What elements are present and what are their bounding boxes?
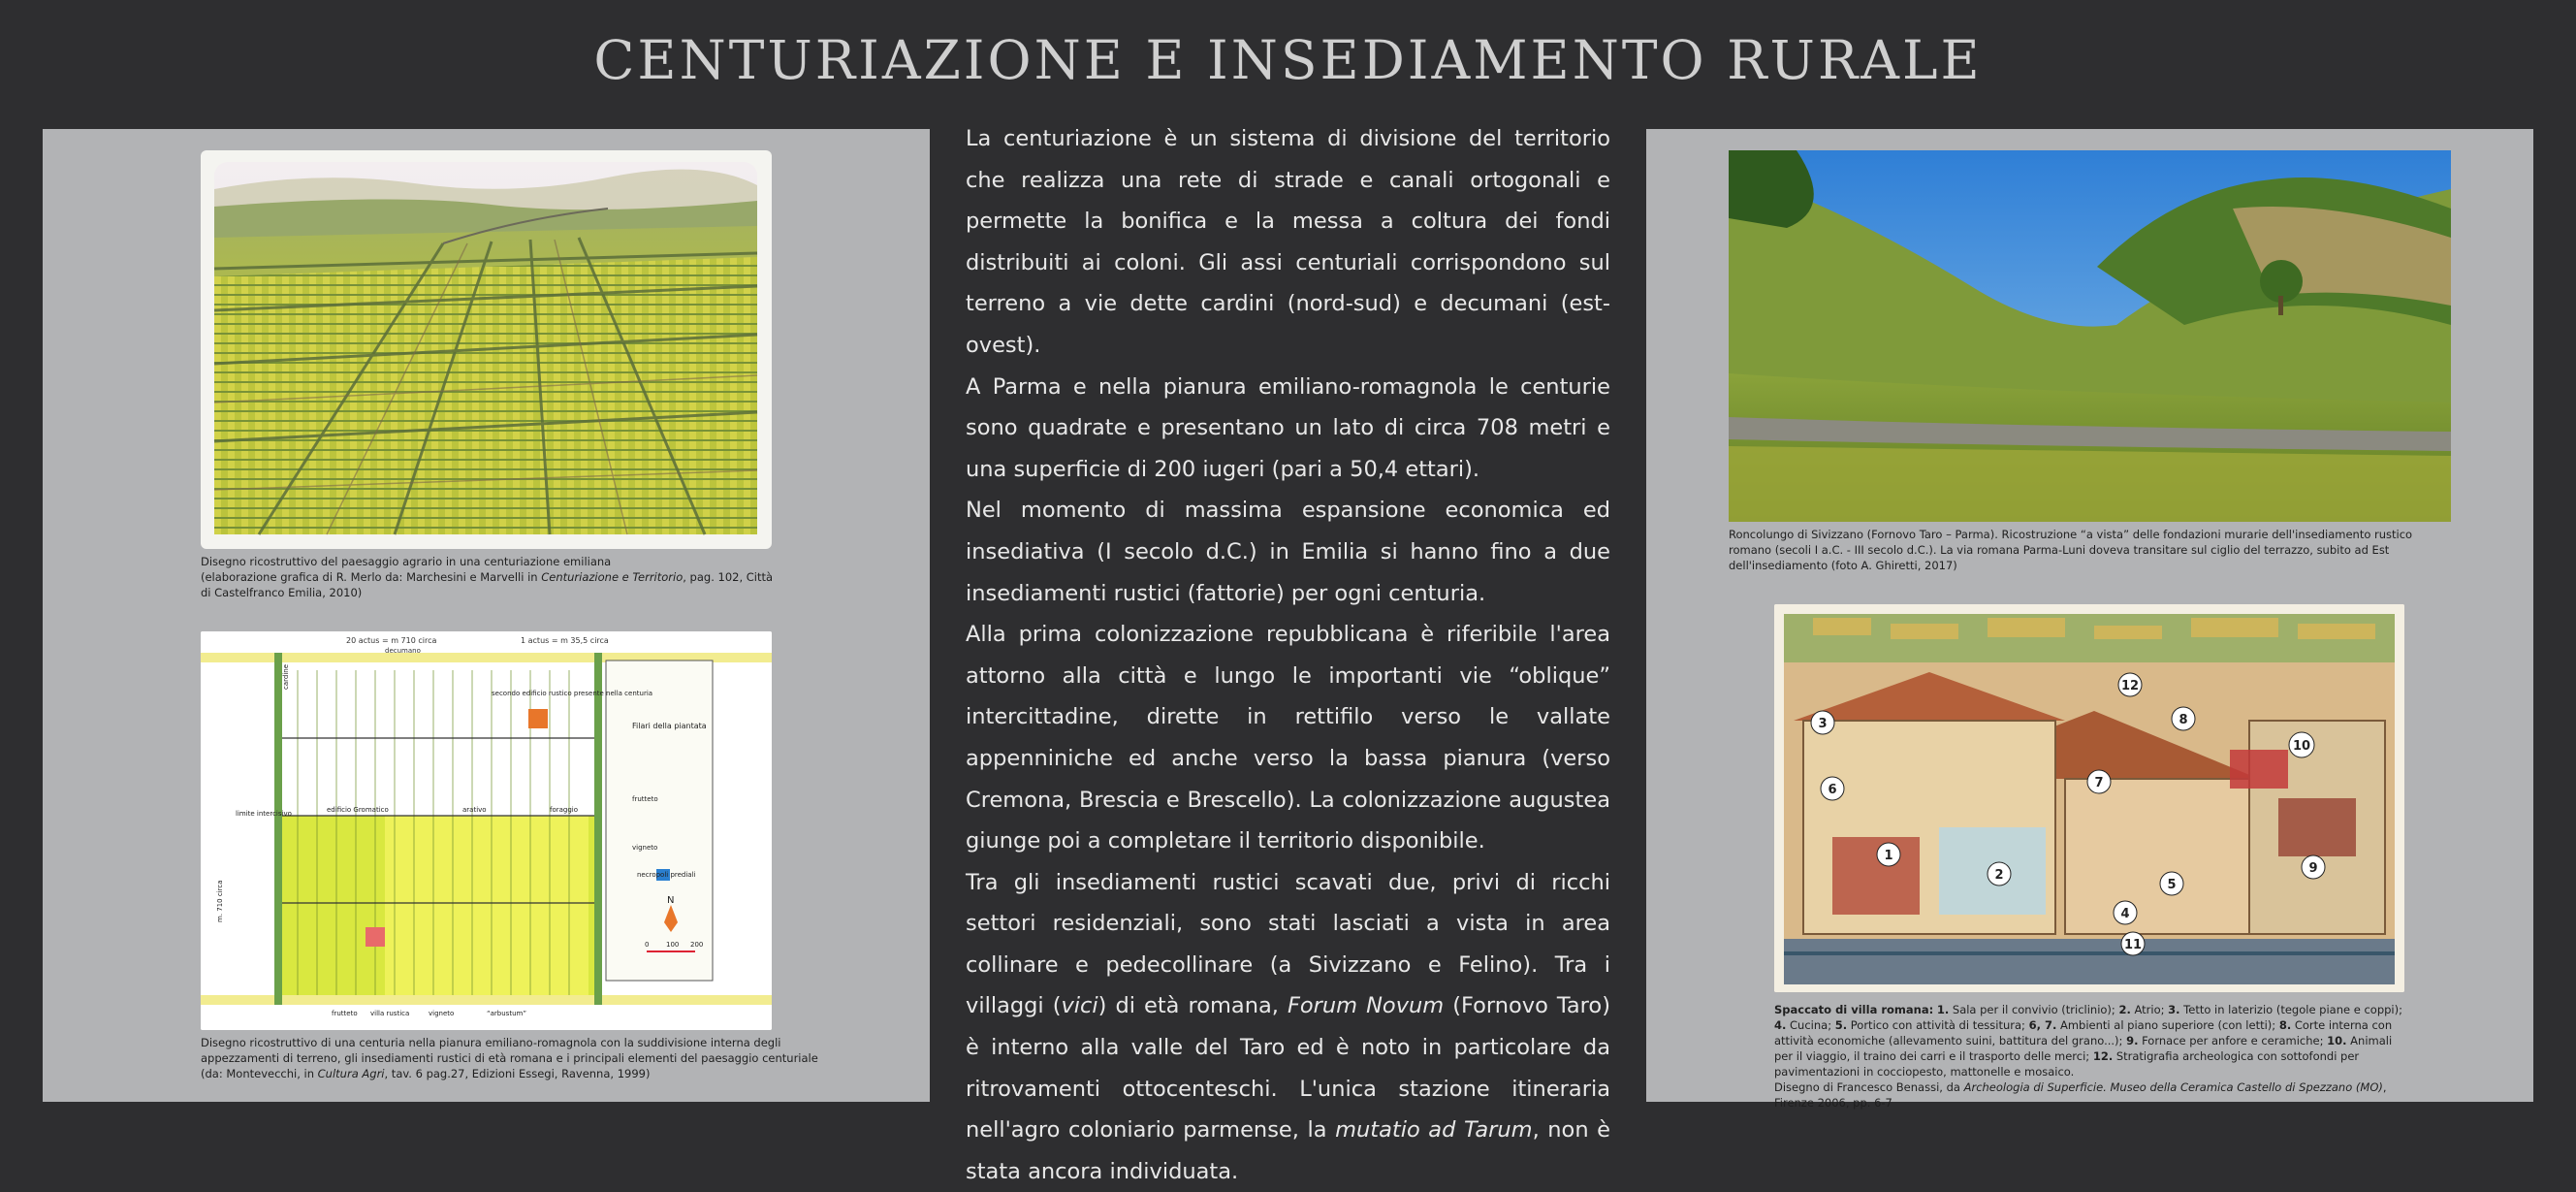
villa-number-label: 8 [2178,713,2188,727]
villa-number-label: 7 [2094,776,2104,790]
map-scale-mid: 100 [666,941,680,949]
map-scale-end: 200 [690,941,704,949]
right-panel [1646,129,2533,1110]
centuria-map-drawing [201,631,772,1030]
map-top-scale: 20 actus = m 710 circa [346,636,437,645]
legend-text: Fornace per anfore e ceramiche; [2138,1034,2328,1047]
figure1-caption-source: , pag. 102, Città di Castelfranco Emilia, 2010) [201,570,774,599]
legend-entry [2126,1034,2327,1047]
figure2-caption-text: (da: Montevecchi, in [201,1067,318,1080]
map-farm-note: secondo edificio rustico presente nella centuria [492,690,653,697]
credit-title: Archeologia di Superficie. Museo della Ceramica Castello di Spezzano (MO) [1963,1080,2383,1094]
villa-number-label: 1 [1884,849,1893,863]
villa-number-label: 9 [2308,861,2318,876]
map-mid-label: foraggio [550,806,579,814]
left-panel [43,129,930,1102]
legend-entry [2029,1018,2279,1032]
legend-entry [1937,1003,2119,1016]
map-top-scale-2: 1 actus = m 35,5 circa [521,636,609,645]
legend-number: 3. [2168,1003,2180,1016]
sivizzano-photo [1729,150,2451,522]
paragraph: Alla prima colonizzazione repubblicana è riferibile l'area attorno alla città e lungo le importanti vie “oblique” intercittadine, dirette in rettifilo verso le vallate appenniniche ed anche verso la bassa pianura (verso Cremona, Brescia e Brescello). La colonizzazione augustea giunge poi a completare il territorio disponibile. [966,622,1610,854]
centuria-map [201,631,772,1030]
legend-number: 10. [2327,1034,2347,1047]
credit-source: , Firenze 2006, pp. 6-7 [1774,1080,2387,1110]
figure2-caption-source: , tav. 6 pag.27, Edizioni Essegi, Ravenna, 1999) [384,1067,651,1080]
paragraph: Nel momento di massima espansione economica ed insediativa (I secolo d.C.) in Emilia si hanno fino a due insediamenti rustici (fattorie) per ogni centuria. [966,498,1610,606]
photo-caption: Roncolungo di Sivizzano (Fornovo Taro – Parma). Ricostruzione “a vista” delle fondazioni murarie dell'insediamento rustico romano (secoli I a.C. - III secolo d.C.). La via romana Parma-Luni doveva transitare sul ciglio del terrazzo, subito ad Est dell'insediamento (foto A. Ghiretti, 2017) [1729,528,2413,572]
page-title: CENTURIAZIONE E INSEDIAMENTO RURALE [593,29,1983,91]
paragraph: La centuriazione è un sistema di divisione del territorio che realizza una rete di strade e canali ortogonali e permette la bonifica e la messa a coltura dei fondi distribuiti ai coloni. Gli assi centuriali corrispondono sul terreno a vie dette cardini (nord-sud) e decumani (est-ovest). [966,126,1610,358]
paragraph [966,862,1610,1192]
villa-number-label: 11 [2123,938,2143,952]
figure1-caption-text: (elaborazione grafica di R. Merlo da: Marchesini e Marvelli in [201,570,542,584]
paragraph-text: (Fornovo Taro) è interno alla valle del Taro ed è noto in particolare da ritrovamenti ottocenteschi. L'unica stazione itineraria nell'agro coloniario parmense, la [966,993,1610,1144]
map-limite-label: limite intercisivo [236,810,292,818]
legend-entry [1835,1018,2029,1032]
map-scale-start: 0 [645,941,650,949]
legend-number: 5. [1834,1018,1848,1032]
main-text [966,118,1610,1192]
legend-entry [2118,1003,2168,1016]
figure2-caption-line2 [201,1066,821,1081]
paragraph-text: Tra gli insediamenti rustici scavati due, privi di ricchi settori residenziali, sono stati lasciati a vista in area collinare e pedecollinare (a Sivizzano e Felino). Tra i villaggi ( [966,869,1610,1019]
map-side-label: m. 710 circa [216,880,224,922]
credit-text: Disegno di Francesco Benassi, da [1774,1080,1964,1094]
figure2-caption-line1: Disegno ricostruttivo di una centuria nella pianura emiliano-romagnola con la suddivisione interna degli appezzamenti di terreno, gli insediamenti rustici di età romana e i principali elementi del paesaggio centuriale [201,1036,818,1065]
legend-text: Atrio; [2130,1003,2169,1016]
map-bottom-label: frutteto [332,1010,358,1017]
legend-number: 1. [1936,1003,1950,1016]
villa-cutaway-drawing [1774,604,2404,992]
map-cardine-label: cardine [282,663,290,690]
legend-number: 4. [1774,1018,1787,1032]
map-north-label: N [667,895,675,906]
legend-text: Tetto in laterizio (tegole piane e coppi); [2179,1003,2402,1016]
legend-number: 12. [2092,1049,2114,1063]
map-legend-necropoli: necropoli prediali [637,871,696,879]
figure1-caption-line1: Disegno ricostruttivo del paesaggio agrario in una centuriazione emiliana [201,555,612,568]
map-decumano-label: decumano [385,647,421,655]
villa-number-label: 10 [2292,739,2311,754]
legend-text: Portico con attività di tessitura; [1847,1018,2029,1032]
villa-caption-legend [1774,1002,2404,1079]
villa-caption-credit [1774,1079,2404,1111]
paragraph-text: , non è stata ancora individuata. [966,1117,1610,1184]
paragraph-text: ) di età romana, [1097,993,1288,1019]
legend-text: Ambienti al piano superiore (con letti); [2056,1018,2279,1032]
legend-text: Animali per il viaggio, il traino dei carri e il trasporto delle merci; [1774,1034,2393,1063]
figure1-caption-title: Centuriazione e Territorio [541,570,684,584]
legend-number: 6, 7. [2028,1018,2057,1032]
legend-number: 9. [2126,1034,2139,1047]
villa-cutaway-illustration [1774,604,2404,992]
map-legend-title: Filari della piantata [632,722,707,730]
map-bottom-label: vigneto [429,1010,455,1017]
legend-text: Corte interna con attività economiche (allevamento suini, battitura del grano...); [1774,1018,2393,1047]
map-legend-vigneto: vigneto [632,844,658,852]
paragraph-italic: vici [1061,993,1098,1019]
map-mid-label: edificio Gromatico [327,806,389,814]
figure2-caption-title: Cultura Agri [317,1067,385,1080]
legend-entry [1774,1018,1835,1032]
figure1-caption [201,554,782,600]
legend-entry [2168,1003,2402,1016]
paragraph-italic: Forum Novum [1287,993,1445,1019]
villa-number-label: 4 [2120,907,2130,921]
landscape-illustration [201,150,772,549]
paragraph: A Parma e nella pianura emiliano-romagnola le centurie sono quadrate e presentano un lato di circa 708 metri e una superficie di 200 iugeri (pari a 50,4 ettari). [966,373,1610,482]
villa-number-label: 12 [2120,679,2140,693]
villa-number-label: 3 [1818,717,1828,731]
legend-number: 8. [2278,1018,2292,1032]
villa-caption-heading: Spaccato di villa romana: [1774,1003,1934,1016]
legend-text: Cucina; [1786,1018,1835,1032]
figure1-caption-line2 [201,569,782,600]
legend-number: 2. [2118,1003,2131,1016]
map-bottom-label: villa rustica [370,1010,410,1017]
villa-caption [1774,1002,2404,1111]
map-mid-label: arativo [462,806,487,814]
figure2-caption [201,1035,821,1081]
villa-number-label: 5 [2167,878,2177,892]
landscape-drawing [201,150,772,549]
paragraph-italic: mutatio ad Tarum [1335,1117,1533,1144]
villa-number-label: 2 [1994,868,2004,883]
map-legend-frutteto: frutteto [632,795,658,803]
legend-text: Stratigrafia archeologica con sottofondi per pavimentazioni in cocciopesto, mattonelle e mosaico. [1774,1049,2360,1079]
map-bottom-label: “arbustum” [487,1010,526,1017]
villa-number-label: 6 [1828,783,1837,797]
legend-text: Sala per il convivio (triclinio); [1949,1003,2119,1016]
sivizzano-photo-drawing [1729,150,2451,522]
